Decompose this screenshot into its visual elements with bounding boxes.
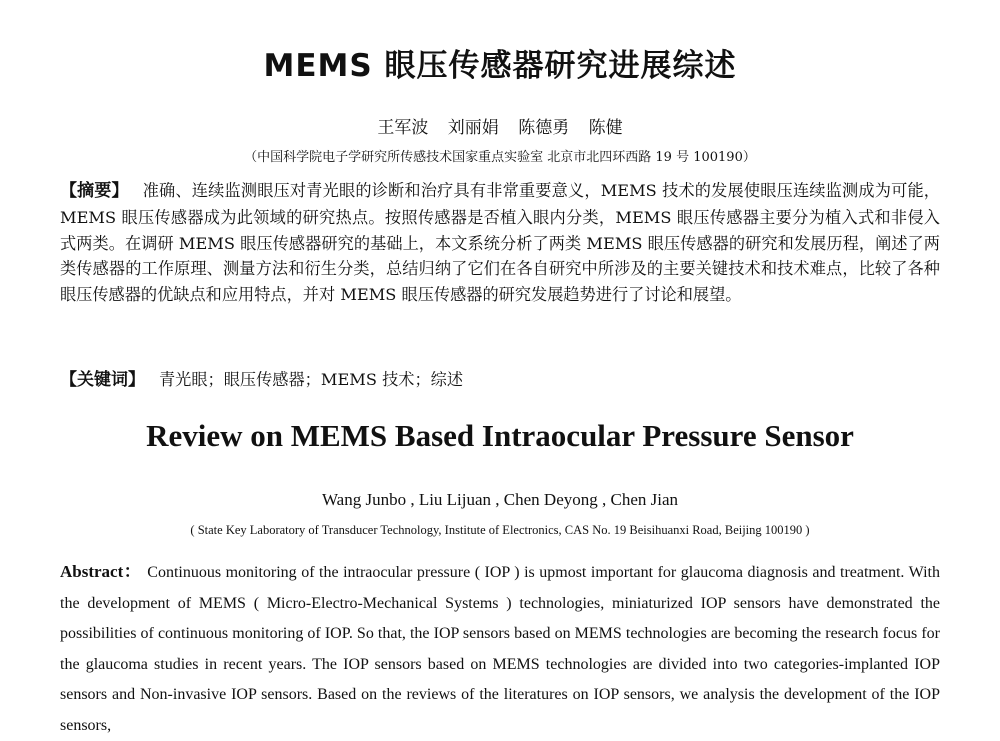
chinese-keywords (60, 365, 940, 390)
chinese-abstract-label: 【摘要】 (60, 181, 129, 201)
english-abstract (60, 557, 940, 741)
chinese-keywords-label: 【关键词】 (60, 370, 145, 390)
english-authors: Wang Junbo , Liu Lijuan , Chen Deyong , Chen Jian (321, 490, 679, 509)
chinese-title: MEMS 眼压传感器研究进展综述 (263, 48, 737, 84)
chinese-abstract (60, 178, 940, 308)
chinese-authors: 王军波 刘丽娟 陈德勇 陈健 (377, 118, 623, 138)
chinese-keywords-text: 青光眼；眼压传感器；MEMS 技术；综述 (159, 370, 464, 389)
chinese-affiliation: （中国科学院电子学研究所传感技术国家重点实验室 北京市北四环西路 19 号 100190） (244, 150, 756, 165)
chinese-abstract-text: 准确、连续监测眼压对青光眼的诊断和治疗具有非常重要意义，MEMS 技术的发展使眼压连续监测成为可能，MEMS 眼压传感器成为此领域的研究热点。按照传感器是否植入眼内分类，MEMS 眼压传感器主要分为植入式和非侵入式两类。在调研 MEMS 眼压传感器研究的基础上，本文系统分析了两类 MEMS 眼压传感器的研究和发展历程，阐述了两类传感器的工作原理、测量方法和衍生分类，总结归纳了它们在各自研究中所涉及的主要关键技术和技术难点，比较了各种眼压传感器的优缺点和应用特点，并对 MEMS 眼压传感器的研究发展趋势进行了讨论和展望。 (60, 181, 940, 305)
english-affiliation: ( State Key Laboratory of Transducer Technology, Institute of Electronics, CAS No. 19 Beisihuanxi Road, Beijing 100190 ) (190, 523, 810, 537)
english-abstract-label: Abstract： (60, 562, 142, 581)
english-title: Review on MEMS Based Intraocular Pressure Sensor (146, 418, 854, 453)
english-abstract-text: Continuous monitoring of the intraocular pressure ( IOP ) is upmost important for glaucoma diagnosis and treatment. With the development of MEMS ( Micro-Electro-Mechanical Systems ) technologies, miniaturized IOP sensors have demonstrated the possibilities of continuous monitoring of IOP. So that, the IOP sensors based on MEMS technologies are becoming the research focus for the glaucoma studies in recent years. The IOP sensors based on MEMS technologies are divided into two categories-implanted IOP sensors and Non-invasive IOP sensors. Based on the reviews of the literatures on IOP sensors, we analysis the development of the IOP sensors, (60, 564, 940, 734)
